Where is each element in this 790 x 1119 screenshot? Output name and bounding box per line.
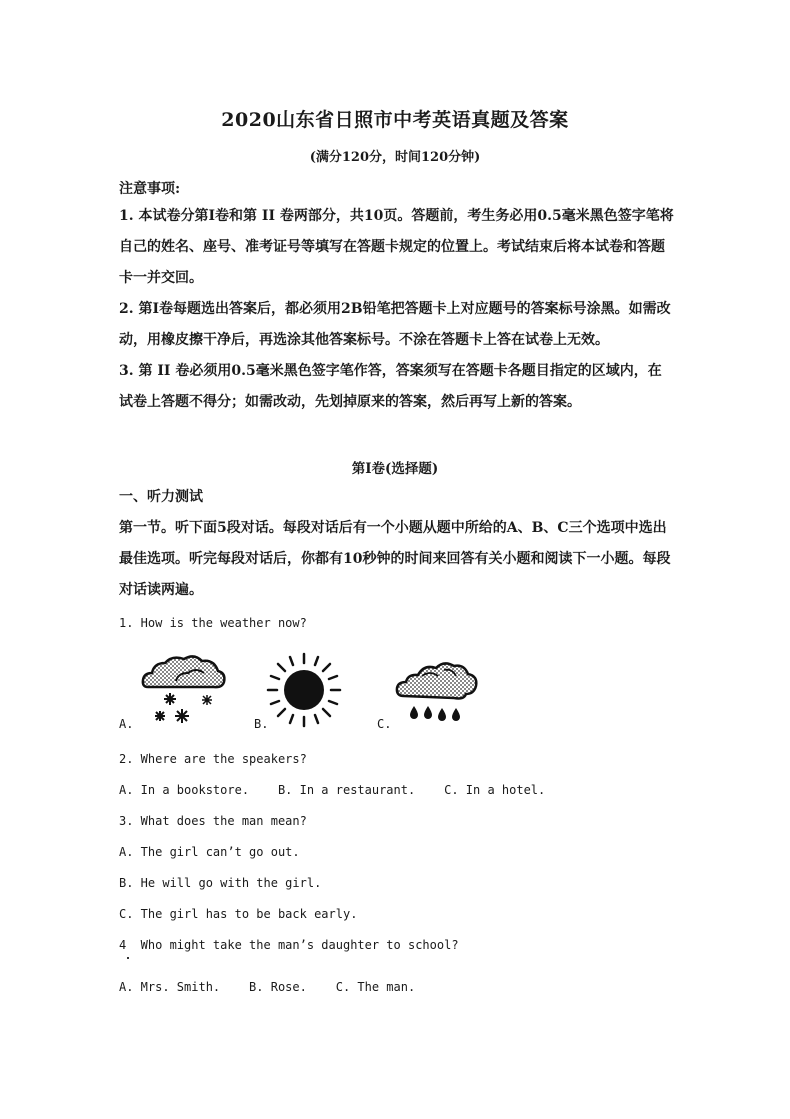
question-2-options: A. In a bookstore. B. In a restaurant. C. In a hotel. — [119, 783, 546, 797]
question-4-stem: 4 Who might take the man’s daughter to school? — [119, 938, 459, 952]
q1-option-c-label: C. — [377, 717, 392, 731]
snow-cloud-icon — [138, 651, 228, 731]
note-item-1: 1. 本试卷分第Ⅰ卷和第 II 卷两部分，共10页。答题前，考生务必用0.5毫米黑色签字笔将自己的姓名、座号、准考证号等填写在答题卡规定的位置上。考试结束后将本试卷和答题卡一并交回。 — [119, 208, 674, 286]
question-3-stem: 3. What does the man mean? — [119, 814, 307, 828]
part-heading: 第Ⅰ卷(选择题) — [351, 461, 439, 477]
note-item-2: 2. 第Ⅰ卷每题选出答案后，都必须用2B铅笔把答题卡上对应题号的答案标号涂黑。如需改动，用橡皮擦干净后，再选涂其他答案标号。不涂在答题卡上答在试卷上无效。 — [119, 301, 671, 348]
section-instruction: 第一节。听下面5段对话。每段对话后有一个小题从题中所给的A、B、C三个选项中选出最佳选项。听完每段对话后，你都有10秒钟的时间来回答有关小题和阅读下一小题。每段对话读两遍。 — [119, 520, 671, 598]
question-1-stem: 1. How is the weather now? — [119, 616, 307, 630]
page-title: 2020山东省日照市中考英语真题及答案 — [221, 109, 569, 131]
question-2-stem: 2. Where are the speakers? — [119, 752, 307, 766]
section-heading: 一、听力测试 — [119, 489, 203, 505]
question-3-option-b: B. He will go with the girl. — [119, 876, 322, 890]
page-subtitle: (满分120分，时间120分钟) — [309, 150, 481, 165]
rain-cloud-icon — [392, 656, 482, 728]
notes-heading: 注意事项: — [119, 181, 181, 197]
sun-icon — [264, 650, 344, 730]
q1-option-b-label: B. — [254, 717, 269, 731]
note-item-3: 3. 第 II 卷必须用0.5毫米黑色签字笔作答，答案须写在答题卡各题目指定的区域内，在试卷上答题不得分；如需改动，先划掉原来的答案，然后再写上新的答案。 — [119, 363, 662, 410]
question-3-option-a: A. The girl can’t go out. — [119, 845, 300, 859]
q1-option-a-label: A. — [119, 717, 134, 731]
question-4-options: A. Mrs. Smith. B. Rose. C. The man. — [119, 980, 416, 994]
stray-dot — [127, 957, 129, 959]
question-3-option-c: C. The girl has to be back early. — [119, 907, 358, 921]
